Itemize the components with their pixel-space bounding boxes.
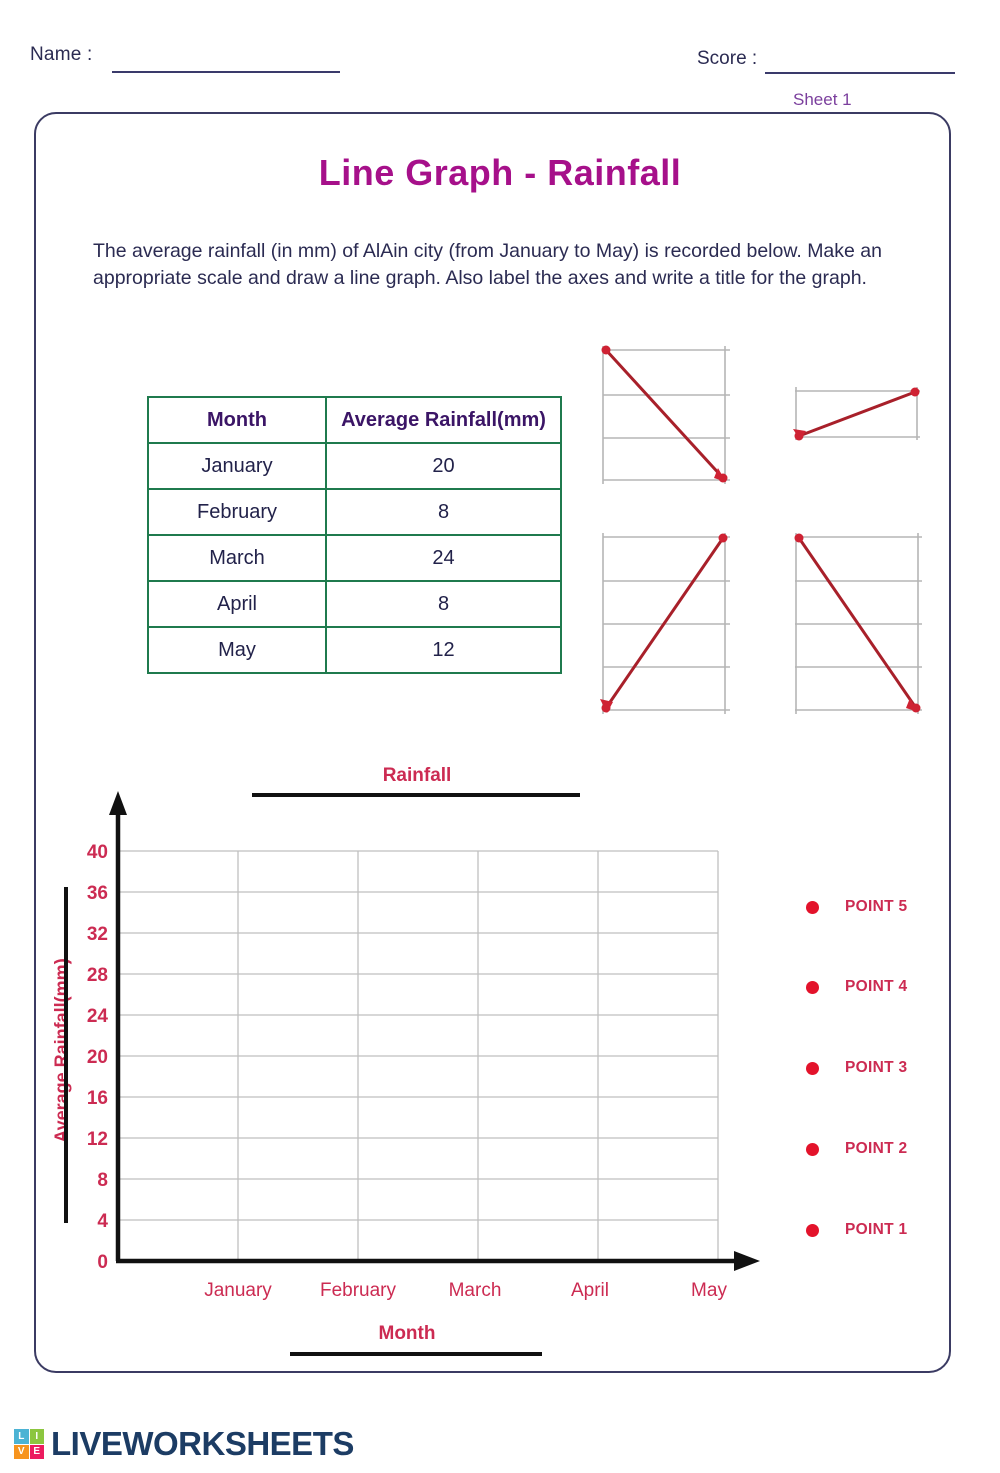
legend-label: POINT 5 xyxy=(845,898,908,915)
cell-month: March xyxy=(148,535,326,581)
legend-label: POINT 3 xyxy=(845,1059,908,1076)
point-dot-icon xyxy=(806,901,819,914)
table-header-month: Month xyxy=(148,397,326,443)
y-axis-answer-line[interactable] xyxy=(64,887,68,1223)
table-row xyxy=(148,581,561,627)
cell-value: 12 xyxy=(326,627,561,673)
legend-item-point-5[interactable] xyxy=(806,898,907,916)
x-axis-label: Month xyxy=(378,1323,436,1344)
svg-text:40: 40 xyxy=(86,842,108,863)
point-dot-icon xyxy=(806,1143,819,1156)
score-label: Score : xyxy=(697,48,758,69)
cell-month: April xyxy=(148,581,326,627)
logo-cell-i: I xyxy=(30,1429,45,1444)
svg-text:36: 36 xyxy=(86,883,108,904)
svg-text:20: 20 xyxy=(86,1047,108,1068)
legend-item-point-4[interactable] xyxy=(806,978,907,996)
graph-title-label: Rainfall xyxy=(382,765,452,786)
legend-item-point-1[interactable] xyxy=(806,1221,907,1239)
table-row xyxy=(148,489,561,535)
logo-cell-l: L xyxy=(14,1429,29,1444)
svg-text:32: 32 xyxy=(86,924,108,945)
cell-month: May xyxy=(148,627,326,673)
x-tick-labels xyxy=(204,1280,727,1301)
svg-text:4: 4 xyxy=(97,1211,108,1232)
table-header-row xyxy=(148,397,561,443)
liveworksheets-wordmark: LIVEWORKSHEETS xyxy=(51,1425,354,1462)
point-dot-icon xyxy=(806,981,819,994)
svg-text:24: 24 xyxy=(86,1006,108,1027)
y-axis xyxy=(109,791,127,1261)
svg-text:0: 0 xyxy=(97,1252,108,1273)
cell-month: January xyxy=(148,443,326,489)
svg-text:May: May xyxy=(691,1280,727,1301)
cell-value: 8 xyxy=(326,581,561,627)
sheet-number-label: Sheet 1 xyxy=(793,90,852,109)
table-row xyxy=(148,443,561,489)
table-row xyxy=(148,535,561,581)
decorative-mini-graphs xyxy=(580,332,950,732)
legend-label: POINT 4 xyxy=(845,978,908,995)
table-row xyxy=(148,627,561,673)
rainfall-data-table xyxy=(147,396,562,674)
svg-text:January: January xyxy=(204,1280,272,1301)
svg-text:March: March xyxy=(448,1280,502,1301)
svg-text:April: April xyxy=(570,1280,610,1301)
name-answer-line[interactable] xyxy=(112,71,340,73)
point-dot-icon xyxy=(806,1224,819,1237)
liveworksheets-footer xyxy=(14,1425,354,1463)
legend-item-point-2[interactable] xyxy=(806,1140,907,1158)
instructions-text: The average rainfall (in mm) of AlAin city (from January to May) is recorded below. Make an appropriate scale and draw a line graph. Also label the axes and write a title for the graph. xyxy=(93,240,882,289)
cell-value: 24 xyxy=(326,535,561,581)
legend-label: POINT 2 xyxy=(845,1140,908,1157)
legend-label: POINT 1 xyxy=(845,1221,908,1238)
svg-text:8: 8 xyxy=(97,1170,108,1191)
legend-item-point-3[interactable] xyxy=(806,1059,907,1077)
svg-text:16: 16 xyxy=(86,1088,108,1109)
score-answer-line[interactable] xyxy=(765,72,955,74)
y-tick-labels xyxy=(87,842,109,1273)
svg-text:February: February xyxy=(319,1280,397,1301)
name-label: Name : xyxy=(30,44,93,65)
cell-month: February xyxy=(148,489,326,535)
point-dot-icon xyxy=(806,1062,819,1075)
grid-horizontal-lines xyxy=(118,851,718,1220)
cell-value: 8 xyxy=(326,489,561,535)
table-header-rainfall: Average Rainfall(mm) xyxy=(326,397,561,443)
cell-value: 20 xyxy=(326,443,561,489)
x-axis xyxy=(116,1251,760,1271)
logo-cell-e: E xyxy=(30,1445,45,1460)
liveworksheets-logo-icon xyxy=(14,1429,44,1459)
y-axis-label: Average Rainfall(mm) xyxy=(51,958,72,1143)
svg-text:28: 28 xyxy=(86,965,108,986)
logo-cell-v: V xyxy=(14,1445,29,1460)
page-title: Line Graph - Rainfall xyxy=(318,152,682,193)
svg-text:12: 12 xyxy=(86,1129,108,1150)
